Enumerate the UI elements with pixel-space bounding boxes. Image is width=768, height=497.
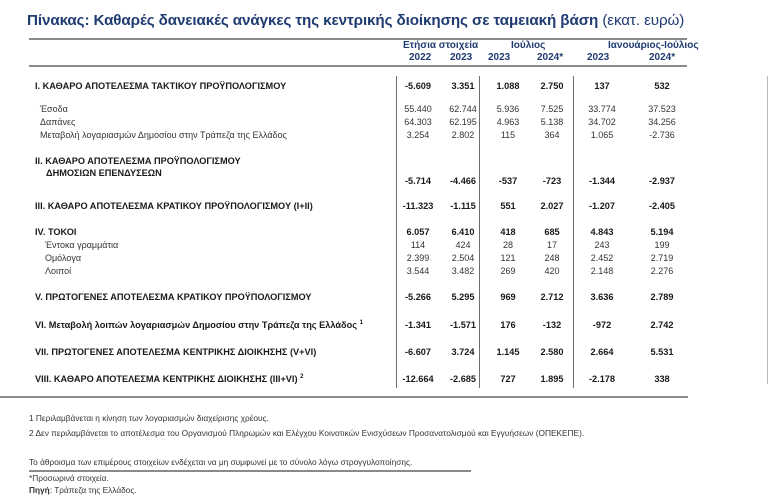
- row-label-text: Λοιποί: [45, 266, 72, 276]
- cell-2024-janjul: 2.789: [650, 292, 674, 302]
- source-note: [29, 485, 137, 495]
- row-label-line2: ΔΗΜΟΣΙΩΝ ΕΠΕΝΔΥΣΕΩΝ: [46, 168, 162, 178]
- row-label: [40, 104, 68, 114]
- cell-2022: -1.341: [404, 320, 432, 330]
- cell-2023-july: 176: [500, 320, 516, 330]
- cell-2024-july: 7.525: [540, 104, 564, 114]
- cell-2022: 114: [410, 240, 426, 250]
- cell-2023-july: 121: [500, 253, 516, 263]
- cell-2024-janjul: 2.276: [650, 266, 674, 276]
- footnote-1: 1 Περιλαμβάνεται η κίνηση των λογαριασμών διαχείρισης χρέους.: [29, 413, 269, 423]
- row-label-text: Δαπάνες: [40, 117, 76, 127]
- row-label: [45, 240, 118, 250]
- cell-2023-janjul: 3.636: [590, 292, 614, 302]
- footnote-marker: 2: [300, 373, 304, 380]
- rounding-note: Το άθροισμα των επιμέρους στοιχείων ενδέχεται να μη συμφωνεί με το σύνολο λόγω στρογγυλοποίησης.: [29, 457, 413, 467]
- cell-2023-janjul: 2.452: [590, 253, 614, 263]
- cell-2022: -5.714: [404, 176, 432, 186]
- row-label-text: II. ΚΑΘΑΡΟ ΑΠΟΤΕΛΕΣΜΑ ΠΡΟΫΠΟΛΟΓΙΣΜΟΥ: [35, 156, 241, 166]
- row-label: [35, 201, 313, 211]
- cell-2023-july: 5.936: [496, 104, 520, 114]
- cell-2024-janjul: 338: [654, 374, 670, 384]
- header-group-july: Ιούλιος: [511, 40, 546, 51]
- row-label-text: VI. Μεταβολή λοιπών λογαριασμών Δημοσίου στην Τράπεζα της Ελλάδος: [35, 320, 357, 330]
- cell-2023-july: 418: [500, 227, 516, 237]
- cell-2024-july: 17: [546, 240, 557, 250]
- header-year-2022: 2022: [409, 52, 432, 63]
- title-text: Πίνακας: Καθαρές δανειακές ανάγκες της κεντρικής διοίκησης σε ταμειακή βάση: [27, 12, 599, 29]
- row-label-text: Ομόλογα: [45, 253, 82, 263]
- cell-2022: 55.440: [404, 104, 432, 114]
- cell-2024-july: 5.138: [540, 117, 564, 127]
- cell-2023-july: -537: [498, 176, 518, 186]
- cell-2023-annual: -2.685: [449, 374, 477, 384]
- row-label: [45, 253, 81, 263]
- row-label-text: I. ΚΑΘΑΡΟ ΑΠΟΤΕΛΕΣΜΑ ΤΑΚΤΙΚΟΥ ΠΡΟΫΠΟΛΟΓΙΣΜΟΥ: [35, 81, 287, 91]
- cell-2023-july: 115: [500, 130, 516, 140]
- header-group-jan-jul: Ιανουάριος-Ιούλιος: [608, 40, 699, 51]
- cell-2023-annual: 2.802: [451, 130, 475, 140]
- source-text: : Τράπεζα της Ελλάδος.: [49, 485, 137, 495]
- row-label: [45, 266, 71, 276]
- cell-2024-july: 685: [544, 227, 560, 237]
- cell-2024-janjul: 2.742: [650, 320, 674, 330]
- row-label: [40, 130, 287, 140]
- row-label-text: VIII. ΚΑΘΑΡΟ ΑΠΟΤΕΛΕΣΜΑ ΚΕΝΤΡΙΚΗΣ ΔΙΟΙΚΗΣΗΣ (III+VI): [35, 374, 298, 384]
- header-year-2023-annual: 2023: [450, 52, 473, 63]
- cell-2022: -6.607: [404, 347, 432, 357]
- cell-2024-janjul: 2.719: [650, 253, 674, 263]
- cell-2024-july: 248: [544, 253, 560, 263]
- cell-2023-janjul: 137: [594, 81, 610, 91]
- cell-2024-janjul: 34.256: [648, 117, 676, 127]
- cell-2023-annual: 62.744: [449, 104, 477, 114]
- cell-2024-july: 2.027: [540, 201, 564, 211]
- cell-2023-janjul: 2.148: [590, 266, 614, 276]
- cell-2023-july: 269: [500, 266, 516, 276]
- row-label-text: Έσοδα: [40, 104, 68, 114]
- cell-2022: 64.303: [404, 117, 432, 127]
- cell-2024-janjul: 532: [654, 81, 670, 91]
- header-year-2024-july: 2024*: [537, 52, 564, 63]
- cell-2023-july: 4.963: [496, 117, 520, 127]
- cell-2023-july: 969: [500, 292, 516, 302]
- title-unit: (εκατ. ευρώ): [602, 12, 685, 29]
- notes-rule: [29, 470, 471, 472]
- row-label: [35, 81, 286, 91]
- cell-2024-janjul: -2.405: [648, 201, 676, 211]
- cell-2022: -5.266: [404, 292, 432, 302]
- cell-2023-janjul: 4.843: [590, 227, 614, 237]
- row-label-text: VII. ΠΡΩΤΟΓΕΝΕΣ ΑΠΟΤΕΛΕΣΜΑ ΚΕΝΤΡΙΚΗΣ ΔΙΟΙΚΗΣΗΣ (V+VI): [35, 347, 317, 357]
- cell-2024-july: 2.750: [540, 81, 564, 91]
- cell-2024-july: 364: [544, 130, 560, 140]
- cell-2023-annual: -1.115: [450, 201, 476, 211]
- cell-2023-annual: 2.504: [451, 253, 475, 263]
- cell-2022: 3.254: [406, 130, 430, 140]
- row-label-text: V. ΠΡΩΤΟΓΕΝΕΣ ΑΠΟΤΕΛΕΣΜΑ ΚΡΑΤΙΚΟΥ ΠΡΟΫΠΟΛΟΓΙΣΜΟΥ: [35, 292, 312, 302]
- cell-2023-annual: 3.724: [451, 347, 475, 357]
- cell-2024-july: 2.712: [540, 292, 564, 302]
- cell-2022: -5.609: [404, 81, 432, 91]
- provisional-note: *Προσωρινά στοιχεία.: [29, 473, 109, 483]
- header-group-annual: Ετήσια στοιχεία: [403, 40, 479, 51]
- header-top-rule-right: [402, 38, 687, 40]
- bottom-rule: [0, 396, 688, 398]
- cell-2023-janjul: 243: [594, 240, 610, 250]
- cell-2023-annual: 62.195: [449, 117, 477, 127]
- row-label-text: III. ΚΑΘΑΡΟ ΑΠΟΤΕΛΕΣΜΑ ΚΡΑΤΙΚΟΥ ΠΡΟΫΠΟΛΟΓΙΣΜΟΥ (I+II): [35, 201, 313, 211]
- cell-2023-annual: 424: [455, 240, 471, 250]
- cell-2022: 6.057: [406, 227, 430, 237]
- cell-2023-janjul: -972: [592, 320, 612, 330]
- cell-2023-janjul: -1.207: [588, 201, 616, 211]
- cell-2024-july: 2.580: [540, 347, 564, 357]
- footnote-2: 2 Δεν περιλαμβάνεται το αποτέλεσμα του Οργανισμού Πληρωμών και Ελέγχου Κοινοτικών Ενισχύσεων Προσανατολισμού και Εγγυήσεων (ΟΠΕΚΕΠΕ).: [29, 428, 585, 438]
- cell-2023-janjul: -2.178: [588, 374, 616, 384]
- cell-2023-july: 1.145: [496, 347, 520, 357]
- cell-2023-annual: -1.571: [449, 320, 477, 330]
- cell-2022: -12.664: [402, 374, 434, 384]
- cell-2024-janjul: -2.736: [649, 130, 675, 140]
- cell-2023-july: 28: [502, 240, 513, 250]
- cell-2023-july: 551: [500, 201, 516, 211]
- row-label: [35, 227, 76, 237]
- cell-2024-janjul: 5.531: [650, 347, 674, 357]
- header-year-2024-janjul: 2024*: [649, 52, 676, 63]
- cell-2024-july: 420: [544, 266, 560, 276]
- cell-2023-annual: 3.482: [451, 266, 475, 276]
- footnote-marker: 1: [359, 319, 363, 326]
- cell-2024-janjul: 5.194: [650, 227, 674, 237]
- cell-2023-janjul: 2.664: [590, 347, 614, 357]
- cell-2023-annual: 5.295: [451, 292, 475, 302]
- cell-2023-janjul: 34.702: [588, 117, 616, 127]
- row-label: [40, 117, 75, 127]
- cell-2022: 3.544: [406, 266, 430, 276]
- cell-2023-annual: -4.466: [449, 176, 477, 186]
- row-label-text: IV. ΤΟΚΟΙ: [35, 227, 77, 237]
- cell-2023-janjul: -1.344: [588, 176, 616, 186]
- row-label: [35, 320, 363, 330]
- header-year-2023-july: 2023: [488, 52, 511, 63]
- row-label: [35, 292, 312, 302]
- row-label: [35, 347, 316, 357]
- cell-2023-july: 727: [500, 374, 516, 384]
- cell-2023-july: 1.088: [496, 81, 520, 91]
- table-title: [27, 12, 684, 29]
- source-label: Πηγή: [29, 485, 50, 495]
- cell-2023-janjul: 1.065: [590, 130, 614, 140]
- row-label: [35, 156, 241, 178]
- cell-2024-july: -132: [542, 320, 562, 330]
- row-label: [35, 374, 303, 384]
- header-year-2023-janjul: 2023: [587, 52, 610, 63]
- row-label-text: Μεταβολή λογαριασμών Δημοσίου στην Τράπεζα της Ελλάδος: [40, 130, 287, 140]
- cell-2022: 2.399: [406, 253, 430, 263]
- cell-2023-annual: 3.351: [451, 81, 475, 91]
- cell-2023-annual: 6.410: [451, 227, 475, 237]
- cell-2024-janjul: 199: [654, 240, 670, 250]
- cell-2024-july: -723: [542, 176, 562, 186]
- header-bottom-rule-right: [402, 65, 687, 67]
- cell-2024-july: 1.895: [540, 374, 564, 384]
- cell-2022: -11.323: [402, 201, 434, 211]
- cell-2024-janjul: -2.937: [648, 176, 676, 186]
- cell-2024-janjul: 37.523: [648, 104, 676, 114]
- row-label-text: Έντοκα γραμμάτια: [45, 240, 119, 250]
- cell-2023-janjul: 33.774: [588, 104, 616, 114]
